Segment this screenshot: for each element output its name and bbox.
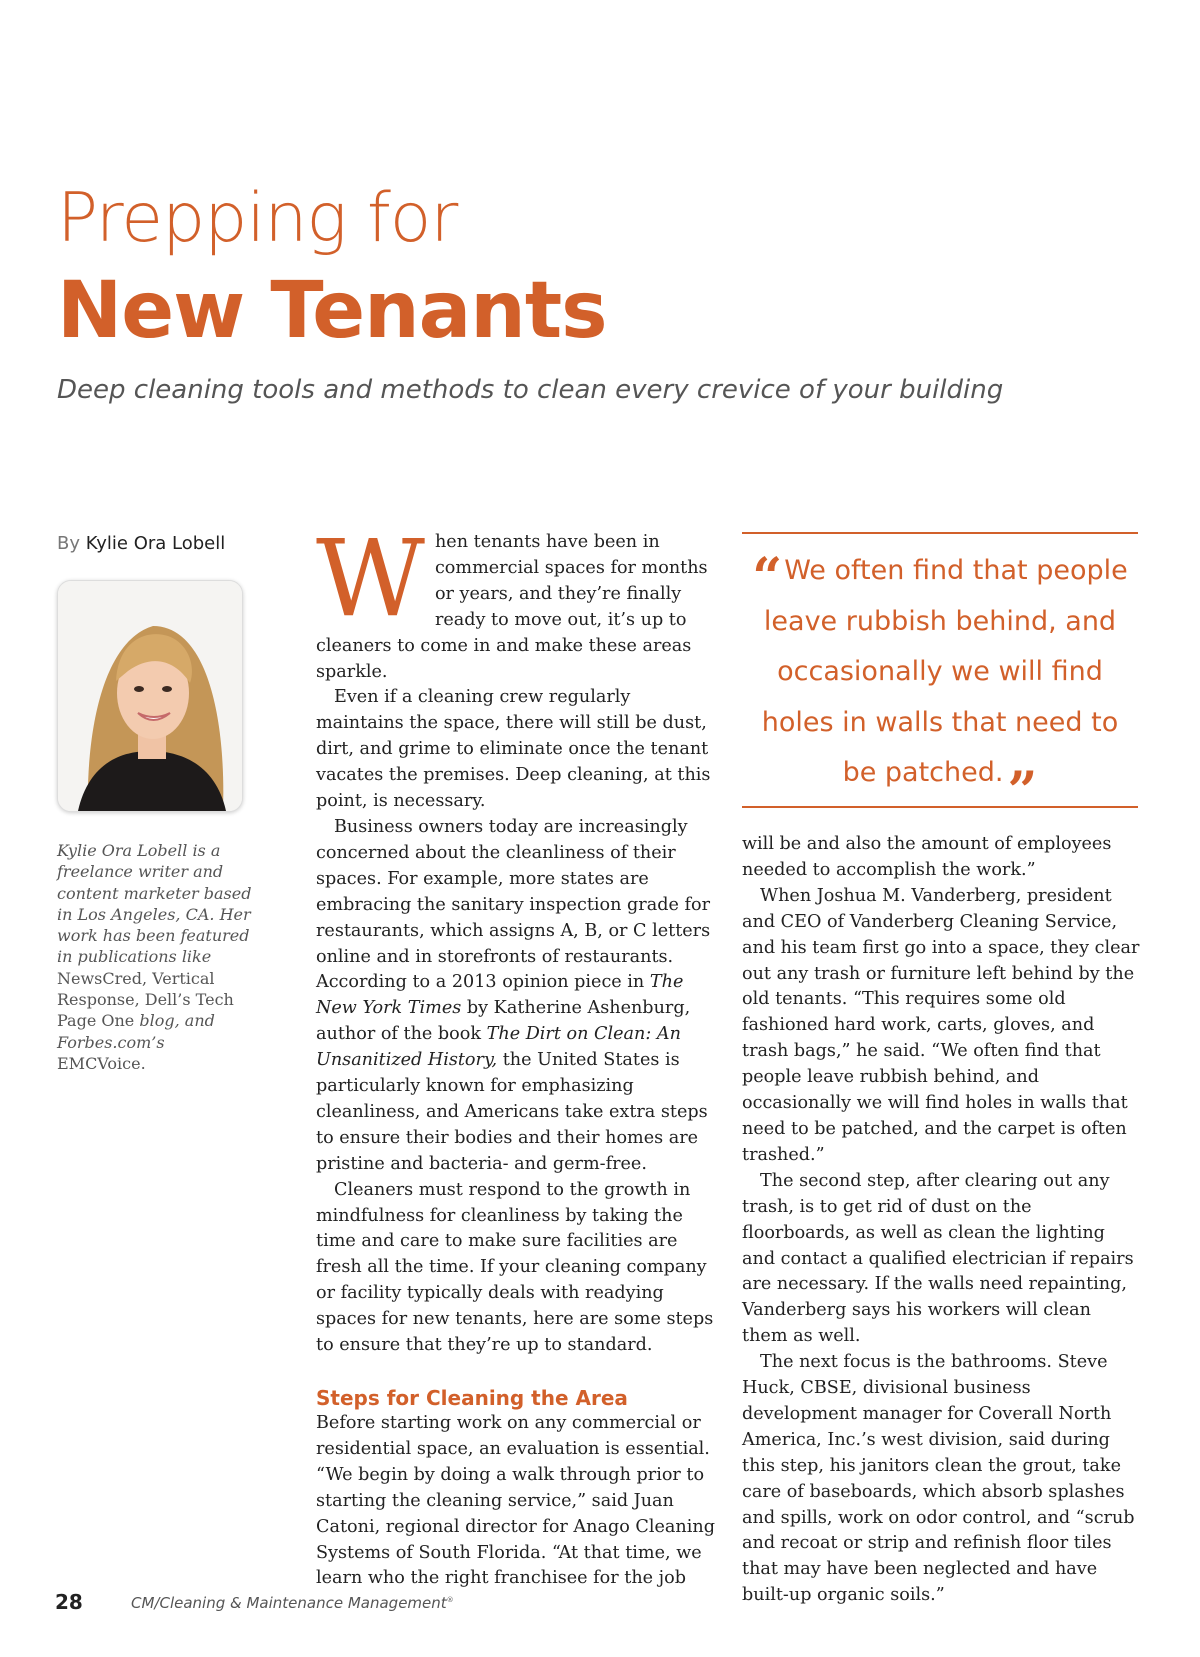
magazine-title: CM/Cleaning & Maintenance Management bbox=[131, 1594, 447, 1612]
open-quote-icon: “ bbox=[752, 547, 783, 608]
author-portrait-image bbox=[58, 581, 242, 811]
paragraph-text: by Katherine Ashenburg, author of the book bbox=[316, 998, 691, 1045]
subtitle: Deep cleaning tools and methods to clean every crevice of your building bbox=[57, 375, 1004, 405]
article-column-right bbox=[742, 832, 1142, 1609]
article-paragraph: hen tenants have been in commercial spaces for months or years, and they’re finally ready to move out, it’s up to cleaners to come in and make these areas sparkle. bbox=[316, 532, 708, 682]
bio-emcvoice: EMCVoice. bbox=[57, 1053, 146, 1073]
magazine-name bbox=[131, 1594, 454, 1612]
author-photo bbox=[57, 580, 243, 812]
author-bio bbox=[57, 840, 257, 1074]
title-line-1: Prepping for bbox=[57, 179, 458, 258]
article-paragraph: Cleaners must respond to the growth in mindfulness for cleanliness by taking the time and care to make sure facilities are fresh all the time. If your cleaning company or facility typically deals with readying spaces for new tenants, here are some steps to ensure that they’re up to standard. bbox=[316, 1179, 714, 1356]
article-paragraph: Before starting work on any commercial or residential space, an evaluation is essential. “We begin by doing a walk through prior to starting the cleaning service,” said Juan Catoni, regional director for Anago Cleaning Systems of South Florida. “At that time, we learn who the right franchisee for the job bbox=[316, 1413, 715, 1589]
article-paragraph: The next focus is the bathrooms. Steve Huck, CBSE, divisional business development manager for Coverall North America, Inc.’s west division, said during this step, his janitors clean the grout, take care of baseboards, which absorb splashes and spills, work on odor control, and “scrub and recoat or strip and refinish floor tiles that may have been neglected and have built-up organic soils.” bbox=[742, 1352, 1135, 1606]
article-paragraph: When Joshua M. Vanderberg, president and CEO of Vanderberg Cleaning Service, and his team first go into a space, they clear out any trash or furniture left behind by the old tenants. “This requires some old fashioned hard work, carts, gloves, and trash bags,” he said. “We often find that people leave rubbish behind, and occasionally we will find holes in walls that need to be patched, and the carpet is often trashed.” bbox=[742, 885, 1140, 1165]
byline-author: Kylie Ora Lobell bbox=[85, 533, 226, 554]
byline bbox=[57, 533, 225, 554]
pull-quote-text: We often find that people leave rubbish behind, and occasionally we will find holes in walls that need to be patched. bbox=[761, 555, 1128, 788]
pull-quote bbox=[742, 532, 1138, 822]
page-number: 28 bbox=[55, 1590, 83, 1614]
title-line-2: New Tenants bbox=[57, 266, 607, 356]
article-paragraph: The second step, after clearing out any trash, is to get rid of dust on the floorboards, as well as clean the lighting and contact a qualified electrician if repairs are necessary. If the walls need repainting, Vanderberg says his workers will clean them as well. bbox=[742, 1170, 1134, 1347]
pull-quote-body bbox=[742, 546, 1138, 822]
bio-publications: NewsCred, Vertical Response, Dell’s Tech Page One bbox=[57, 968, 234, 1031]
article-paragraph: Even if a cleaning crew regularly maintains the space, there will still be dust, dirt, and grime to eliminate once the tenant vacates the premises. Deep cleaning, at this point, is necessary. bbox=[316, 687, 711, 812]
bio-text-2: blog, and Forbes.com’s bbox=[57, 1011, 215, 1052]
bio-text-1: Kylie Ora Lobell is a freelance writer and content marketer based in Los Angeles, CA. Her work has been featured in publications like bbox=[57, 841, 252, 967]
paragraph-text: the United States is particularly known for emphasizing cleanliness, and Americans take extra steps to ensure their bodies and their homes are pristine and bacteria- and germ-free. bbox=[316, 1050, 708, 1174]
paragraph-text: Business owners today are increasingly concerned about the cleanliness of their spaces. For example, more states are embracing the sanitary inspection grade for restaurants, which assigns A, B, or C letters online and in storefronts of restaurants. According to a 2013 opinion piece in bbox=[316, 816, 711, 993]
publication-title: The New York Times bbox=[316, 972, 684, 1019]
byline-prefix: By bbox=[57, 533, 81, 554]
article-column-middle bbox=[316, 517, 716, 1592]
close-quote-icon: ” bbox=[1007, 761, 1038, 822]
article-paragraph: will be and also the amount of employees needed to accomplish the work.” bbox=[742, 834, 1112, 880]
section-heading: Steps for Cleaning the Area bbox=[316, 1386, 628, 1410]
drop-cap: W bbox=[316, 517, 425, 640]
book-title: The Dirt on Clean: An Unsanitized History, bbox=[316, 1024, 681, 1071]
article-paragraph bbox=[316, 815, 716, 1178]
registered-mark-icon: ® bbox=[446, 1596, 454, 1604]
